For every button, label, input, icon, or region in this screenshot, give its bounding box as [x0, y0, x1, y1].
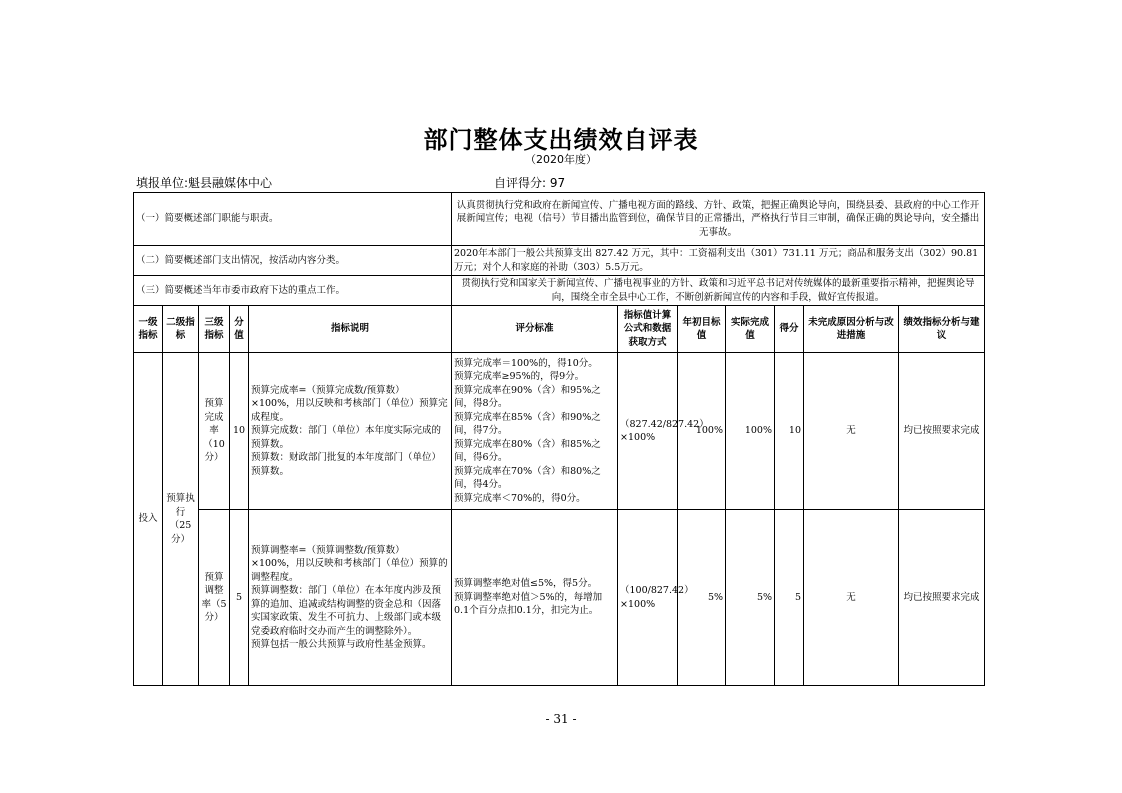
- formula-cell: （827.42/827.42）×100%: [618, 353, 678, 510]
- overview-label: （二）简要概述部门支出情况，按活动内容分类。: [134, 246, 452, 276]
- header-criteria: 评分标准: [452, 306, 618, 353]
- advice-cell: 均已按照要求完成: [899, 353, 985, 510]
- reason-cell: 无: [804, 353, 899, 510]
- level1-indicator: 投入: [134, 353, 163, 686]
- target-cell: 100%: [678, 353, 726, 510]
- header-desc: 指标说明: [249, 306, 452, 353]
- overview-content: 2020年本部门一般公共预算支出 827.42 万元，其中：工资福利支出（301）731.11 万元；商品和服务支出（302）90.81万元；对个人和家庭的补助（303）5.5万元。: [452, 246, 985, 276]
- criteria-cell: 预算完成率＝100%的，得10分。 预算完成率≥95%的，得9分。 预算完成率在90%（含）和95%之间，得8分。 预算完成率在85%（含）和90%之间，得7分。 预算完成率在80%（含）和85%之间，得6分。 预算完成率在70%（含）和80%之间，得4分。 预算完成率＜70%的，得0分。: [452, 353, 618, 510]
- level3-indicator: 预算完成率（10分）: [199, 353, 230, 510]
- header-reason: 未完成原因分析与改进措施: [804, 306, 899, 353]
- actual-cell: 5%: [726, 510, 775, 686]
- level3-indicator: 预算调整率（5分）: [199, 510, 230, 686]
- table-row: [134, 510, 985, 686]
- header-level1: 一级指标: [134, 306, 163, 353]
- reporting-unit: 填报单位:魁县融媒体中心: [136, 176, 273, 190]
- header-actual: 实际完成值: [726, 306, 775, 353]
- reason-cell: 无: [804, 510, 899, 686]
- desc-cell: 预算调整率=（预算调整数/预算数）×100%，用以反映和考核部门（单位）预算的调整程度。 预算调整数：部门（单位）在本年度内涉及预算的追加、追减或结构调整的资金总和（因落实国家政策、发生不可抗力、上级部门或本级党委政府临时交办而产生的调整除外）。 预算包括一般公共预算与政府性基金预算。: [249, 510, 452, 686]
- header-target: 年初目标值: [678, 306, 726, 353]
- evaluation-table: [133, 192, 985, 686]
- level2-indicator: 预算执行（25分）: [163, 353, 199, 686]
- criteria-cell: 预算调整率绝对值≤5%，得5分。 预算调整率绝对值＞5%的，每增加0.1个百分点扣0.1分，扣完为止。: [452, 510, 618, 686]
- header-formula: 指标值计算公式和数据获取方式: [618, 306, 678, 353]
- overview-row-expenditure: [134, 246, 985, 276]
- overview-row-key-work: [134, 276, 985, 306]
- overview-content: 认真贯彻执行党和政府在新闻宣传、广播电视方面的路线、方针、政策，把握正确舆论导向，围绕县委、县政府的中心工作开展新闻宣传；电视（信号）节目播出监管到位，确保节目的正常播出，严格执行节目三审制，确保正确的舆论导向，安全播出无事故。: [452, 193, 985, 246]
- header-score: 得分: [775, 306, 804, 353]
- header-advice: 绩效指标分析与建议: [899, 306, 985, 353]
- page-title: 部门整体支出绩效自评表: [423, 126, 699, 154]
- header-level3: 三级指标: [199, 306, 230, 353]
- page-number: - 31 -: [545, 712, 577, 726]
- header-level2: 二级指标: [163, 306, 199, 353]
- overview-content: 贯彻执行党和国家关于新闻宣传、广播电视事业的方针、政策和习近平总书记对传统媒体的最新重要指示精神，把握舆论导向，围绕全市全县中心工作，不断创新新闻宣传的内容和手段，做好宣传报道。: [452, 276, 985, 306]
- desc-cell: 预算完成率=（预算完成数/预算数）×100%，用以反映和考核部门（单位）预算完成程度。 预算完成数：部门（单位）本年度实际完成的预算数。 预算数：财政部门批复的本年度部门（单位）预算数。: [249, 353, 452, 510]
- score-cell: 5: [775, 510, 804, 686]
- score-cell: 10: [775, 353, 804, 510]
- formula-cell: （100/827.42）×100%: [618, 510, 678, 686]
- advice-cell: 均已按照要求完成: [899, 510, 985, 686]
- self-score: 自评得分: 97: [494, 176, 566, 190]
- weight-cell: 5: [230, 510, 249, 686]
- actual-cell: 100%: [726, 353, 775, 510]
- target-cell: 5%: [678, 510, 726, 686]
- overview-label: （一）简要概述部门职能与职责。: [134, 193, 452, 246]
- overview-row-duties: [134, 193, 985, 246]
- table-row: [134, 353, 985, 510]
- table-header: [134, 306, 985, 353]
- weight-cell: 10: [230, 353, 249, 510]
- header-weight: 分值: [230, 306, 249, 353]
- report-year: （2020年度）: [525, 153, 597, 166]
- overview-label: （三）简要概述当年市委市政府下达的重点工作。: [134, 276, 452, 306]
